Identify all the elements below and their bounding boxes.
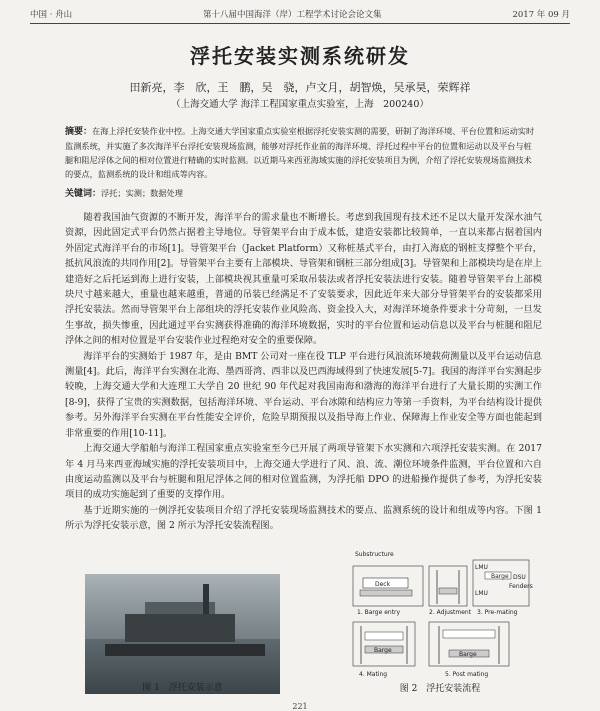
body-text <box>65 210 542 534</box>
header-date: 2017 年 09 月 <box>512 10 570 20</box>
paper-title: 浮托安装实测系统研发 <box>190 44 410 68</box>
page-number: 221 <box>292 702 308 711</box>
figure-2-caption: 图 2 浮托安装流程 <box>399 684 481 694</box>
label-barge-5: Barge <box>459 651 477 658</box>
header-rule <box>30 23 570 24</box>
header-location: 中国 · 舟山 <box>30 10 73 20</box>
label-dsu: DSU <box>513 574 526 581</box>
figure-1-photo <box>85 574 280 694</box>
figure-2-diagram <box>345 548 535 688</box>
platform-derrick <box>203 584 209 614</box>
deck-shape <box>443 630 495 638</box>
label-barge-3: Barge <box>491 573 509 580</box>
paragraph: 上海交通大学船舶与海洋工程国家重点实验室至今已开展了两项导管架下水实测和六项浮托安装实测。在 2017 年 4 月马来西亚海域实施的浮托安装项目中，上海交通大学进行了风、浪、流、潮位环境条件监测，平台位置和六自由度运动监测以及平台与桩腿和阻尼浮体之间的相对位置监测，为浮托船 DPO 的进船操作提供了参考，为浮托安装项目的成功实施起到了重要的支撑作用。 <box>65 443 542 501</box>
affiliation: （上海交通大学 海洋工程国家重点实验室，上海 200240） <box>171 99 429 110</box>
abstract <box>65 124 535 181</box>
author-list: 田新亮，李 欣，王 鹏，吴 骁，卢文月，胡智焕，吴承昊，荣辉祥 <box>129 81 471 94</box>
panel-adjustment <box>429 566 467 606</box>
figure-1-caption: 图 1 浮托安装示意 <box>142 683 223 693</box>
label-lmu-2: LMU <box>475 590 488 597</box>
panel-post-mating <box>429 622 509 666</box>
deck-shape <box>365 632 403 640</box>
label-step-4: 4. Mating <box>359 671 388 678</box>
label-step-5: 5. Post mating <box>445 671 489 678</box>
transport-barge <box>105 644 265 656</box>
label-barge-4: Barge <box>374 647 392 654</box>
label-step-3: 3. Pre-mating <box>477 609 518 616</box>
platform-deck <box>125 614 235 642</box>
paragraph: 随着我国油气资源的不断开发，海洋平台的需求量也不断增长。考虑到我国现有技术还不足以大量开发深水油气资源，因此固定式平台仍然占据着主导地位。导管架平台由于成本低，建造安装都比较简单，一直以来都占据着国内外固定式海洋平台的市场[1]。导管架平台（Jacket Platform）又称桩基式平台，由打入海底的钢桩支撑整个平台，抵抗风浪流的共同作用[2]。导管架平台主要有上部模块、导管架和钢桩三部分组成[3]。导管架和上部模块均是在岸上建造好之后托运到海上进行安装，上部模块视其重量可采取吊装法或者浮托安装法进行安装。随着导管架平台上部模块尺寸越来越大，重量也越来越重，普通的吊装已经满足不了安装要求，因此近年来大部分导管架平台的安装都采用浮托安装法。然而导管架平台上部组块的浮托安装作业风险高、资金投入大，对海洋环境条件要求十分苛刻，一旦发生事故，损失惨重，因此通过平台实测获得准确的海洋环境数据，实时的平台位置和运动信息以及平台与桩腿和阻尼浮体之间的相对位置是平台安装作业过程绝对安全的重要保障。 <box>65 212 542 347</box>
header-proceedings: 第十八届中国海洋（岸）工程学术讨论会论文集 <box>203 10 382 20</box>
running-header <box>30 8 570 22</box>
paragraph: 海洋平台的实测始于 1987 年，是由 BMT 公司对一座在役 TLP 平台进行风浪流环境载荷测量以及平台运动信息测量[4]。此后，海洋平台实测在北海、墨西哥湾、西非以及巴西海域得到了快速发展[5-7]。我国的海洋平台实测起步较晚，上海交通大学和大连理工大学自 20 世纪 90 年代起对我国南海和渤海的海洋平台进行了大量长期的实测工作[8-9]，获得了宝贵的实测数据，包括海洋环境、平台运动、平台冰隙和结构应力等第一手资料，为平台结构设计提供参考。另外海洋平台实测在平台性能安全评价，危险早期预报以及指导海上作业、保障海上作业安全等方面也能起到非常重要的作用[10-11]。 <box>65 350 542 439</box>
label-step-1: 1. Barge entry <box>357 609 401 616</box>
panel-mating <box>353 622 415 666</box>
keywords-label: 关键词： <box>65 189 102 199</box>
label-lmu: LMU <box>475 564 488 571</box>
keywords-text: 浮托；实测；数据处理 <box>101 188 183 198</box>
barge-shape <box>360 590 412 596</box>
label-fenders: Fenders <box>509 583 533 590</box>
paragraph: 基于近期实施的一例浮托安装项目介绍了浮托安装现场监测技术的要点、监测系统的设计和组成等内容。下图 1 所示为浮托安装示意，图 2 所示为浮托安装流程图。 <box>65 504 542 532</box>
label-step-2: 2. Adjustment <box>429 609 472 616</box>
abstract-label: 摘要： <box>65 127 93 137</box>
label-substructure: Substructure <box>355 551 394 558</box>
abstract-text: 在海上浮托安装作业中控。上海交通大学国家重点实验室根据浮托安装实测的需要，研制了海洋环境、平台位置和运动实时监测系统，并实施了多次海洋平台浮托安装现场监测，能够对浮托作业前的海洋环境、浮托过程中平台的位置和运动以及平台与桩腿和阻尼浮体之间的相对位置进行精确的实时监测。以近期马来西亚海域实施的浮托安装项目为例，介绍了浮托安装现场监测技术的要点，监测系统的设计和组成等内容。 <box>65 126 535 179</box>
keywords <box>65 186 535 199</box>
label-deck: Deck <box>375 581 391 588</box>
barge-shape <box>439 588 457 594</box>
